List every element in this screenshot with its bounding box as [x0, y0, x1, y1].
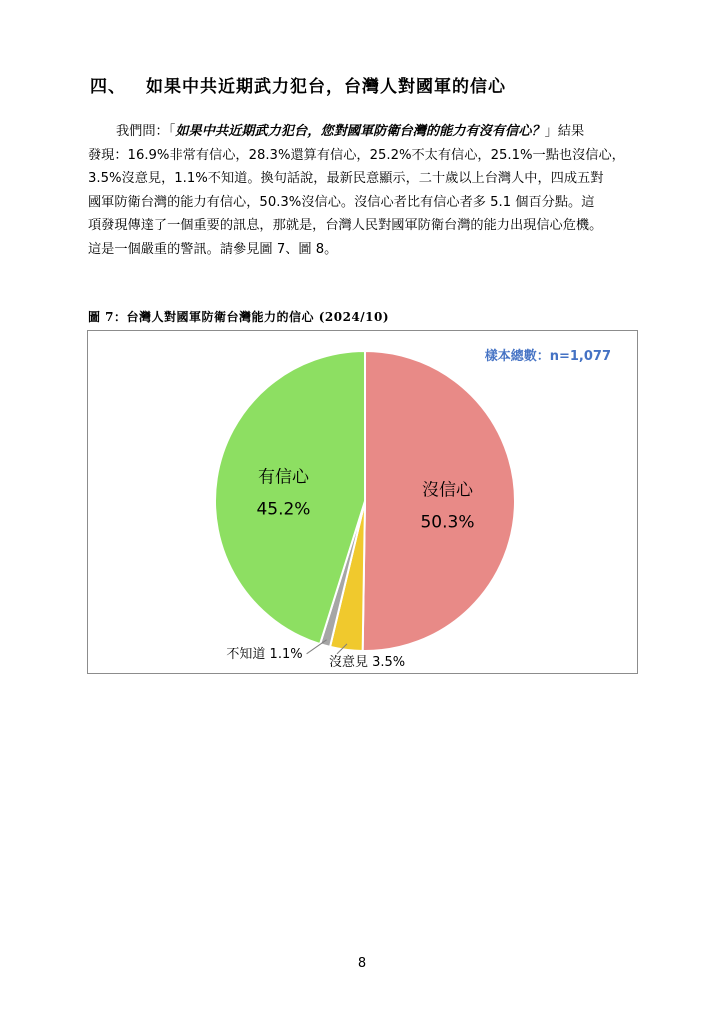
pie-label-category: 有信心: [257, 467, 309, 488]
pie-slice-沒信心: [363, 351, 515, 651]
section-heading: [90, 72, 506, 97]
paragraph-text: 我們問：「: [116, 124, 176, 139]
pie-label-value: 45.2%: [256, 499, 311, 520]
pie-label-value: 50.3%: [420, 512, 475, 533]
body-paragraph: [88, 120, 646, 261]
sample-size-label: 樣本總數：n=1,077: [484, 349, 611, 364]
section-number: 四、: [90, 77, 126, 97]
paragraph-line: [88, 120, 646, 144]
paragraph-line: 發現：16.9%非常有信心，28.3%還算有信心，25.2%不太有信心，25.1%一點也沒信心，: [88, 147, 625, 163]
paragraph-text: 」結果: [544, 124, 585, 139]
paragraph-line: 3.5%沒意見，1.1%不知道。換句話說，最新民意顯示，二十歲以上台灣人中，四成五對: [88, 171, 604, 186]
paragraph-line: 這是一個嚴重的警訊。請參見圖 7、圖 8。: [88, 241, 338, 257]
pie-chart-figure: [87, 330, 638, 674]
pie-label-category: 沒信心: [421, 480, 473, 501]
section-title-text: 如果中共近期武力犯台，台灣人對國軍的信心: [146, 77, 506, 97]
pie-label-outside: 沒意見 3.5%: [328, 654, 406, 670]
figure-caption: 圖 7：台灣人對國軍防衛台灣能力的信心 (2024/10): [88, 310, 390, 324]
survey-question: 如果中共近期武力犯台，您對國軍防衛台灣的能力有沒有信心？: [175, 124, 545, 139]
page-number: 8: [357, 956, 367, 971]
pie-label-outside: 不知道 1.1%: [226, 646, 303, 662]
pie-chart: [88, 331, 637, 673]
paragraph-line: 項發現傳達了一個重要的訊息，那就是，台灣人民對國軍防衛台灣的能力出現信心危機。: [88, 218, 603, 233]
paragraph-line: 國軍防衛台灣的能力有信心，50.3%沒信心。沒信心者比有信心者多 5.1 個百分點。這: [88, 194, 595, 210]
